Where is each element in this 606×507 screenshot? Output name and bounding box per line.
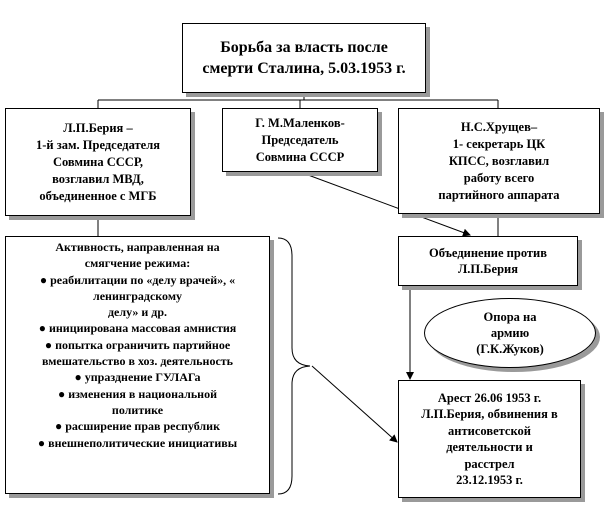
- union-line: Объединение против: [428, 246, 548, 260]
- activity-line: Активность, направленная на: [55, 240, 220, 254]
- activity-line: делу» и др.: [107, 305, 168, 320]
- army-line: (Г.К.Жуков): [476, 342, 544, 356]
- activity-line: ленинградскому: [92, 288, 183, 303]
- activity-line: ● попытка ограничить партийное: [44, 337, 231, 352]
- malenkov-line: Г. М.Маленков-: [255, 115, 345, 130]
- activity-line: ● реабилитации по «делу врачей», «: [39, 272, 236, 287]
- arrest-line: Арест 26.06 1953 г.: [437, 390, 542, 405]
- beria-line: 1-й зам. Председателя: [36, 137, 160, 152]
- union-box: [398, 236, 578, 286]
- arrest-box: [398, 380, 581, 498]
- army-ellipse: [424, 298, 596, 368]
- arrest-line: Л.П.Берия, обвинения в: [421, 407, 558, 421]
- army-line: армию: [490, 326, 530, 340]
- beria-line: объединенное с МГБ: [39, 188, 157, 203]
- title-box: [182, 23, 426, 93]
- malenkov-line: Председатель: [261, 132, 339, 147]
- arrest-line: деятельности и: [446, 440, 533, 454]
- activity-line: политике: [111, 402, 164, 417]
- khrushchev-line: КПСС, возглавил: [448, 153, 550, 168]
- khrushchev-line: работу всего: [463, 170, 535, 185]
- activity-line: ● инициирована массовая амнистия: [38, 321, 237, 336]
- beria-line: Л.П.Берия –: [63, 120, 133, 135]
- title-line: Борьба за власть после: [220, 39, 388, 56]
- malenkov-box: [222, 108, 378, 172]
- activity-line: ● упразднение ГУЛАГа: [74, 370, 201, 385]
- activity-line: ● изменения в национальной: [57, 386, 218, 401]
- arrest-line: 23.12.1953 г.: [456, 473, 523, 487]
- union-line: Л.П.Берия: [457, 262, 519, 276]
- activity-line: ● расширение прав республик: [54, 419, 220, 434]
- malenkov-line: Совмина СССР: [255, 149, 345, 164]
- beria-line: Совмина СССР,: [52, 154, 144, 169]
- brace-to-arrest-arrow: [312, 366, 397, 442]
- khrushchev-line: Н.С.Хрущев–: [460, 119, 538, 134]
- arrest-line: расстрел: [464, 456, 515, 471]
- beria-line: возглавил МВД,: [52, 171, 144, 186]
- khrushchev-box: [398, 108, 600, 214]
- khrushchev-line: партийного аппарата: [438, 187, 560, 202]
- activity-line: вмешательство в хоз. деятельность: [41, 354, 234, 369]
- beria-box: [5, 108, 191, 216]
- activity-line: ● внешнеполитические инициативы: [37, 435, 238, 450]
- curly-brace: [278, 238, 310, 494]
- activity-box: [5, 236, 270, 494]
- khrushchev-line: 1- секретарь ЦК: [452, 136, 546, 151]
- arrest-line: антисоветской: [448, 423, 531, 438]
- title-line: смерти Сталина, 5.03.1953 г.: [202, 60, 406, 77]
- activity-line: смягчение режима:: [84, 256, 191, 271]
- army-line: Опора на: [483, 310, 537, 324]
